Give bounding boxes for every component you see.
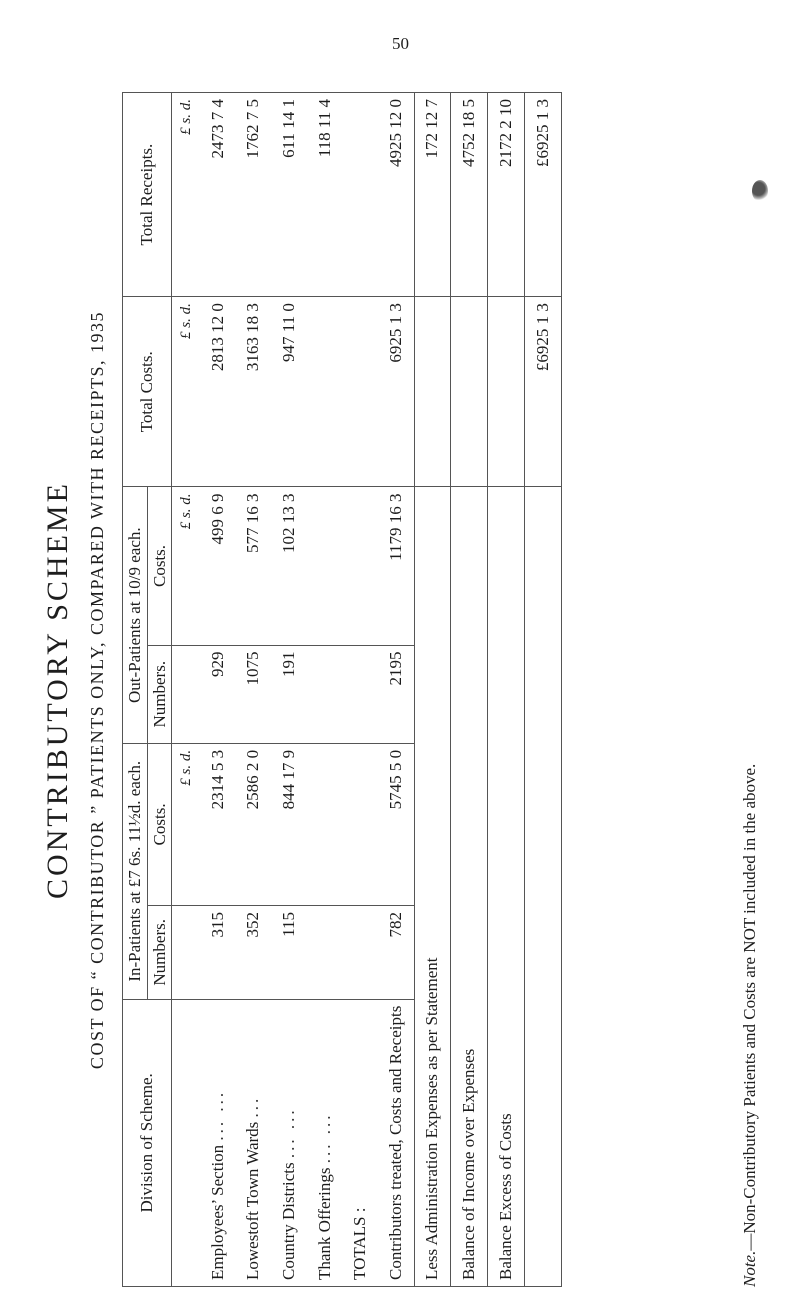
total-costs-header: Total Costs.: [123, 297, 172, 487]
out-costs-cell: 499 6 9: [200, 487, 236, 645]
leader-dots: ...: [243, 1095, 263, 1118]
table-row: [271, 93, 307, 1287]
in-numbers-header: Numbers.: [147, 905, 172, 999]
adjustment-amount: 172 12 7: [414, 93, 451, 297]
division-label: Employees’ Section: [207, 1144, 227, 1280]
totals-in-numbers: 782: [378, 905, 414, 999]
totals-label-row: [342, 93, 378, 1287]
out-costs-header: Costs.: [147, 487, 172, 645]
leader-dots: ... ...: [279, 1107, 299, 1159]
table-row: [307, 93, 343, 1287]
totals-division: Contributors treated, Costs and Receipts: [378, 999, 414, 1286]
in-costs-cell: 2586 2 0: [236, 743, 272, 905]
out-costs-cell: 577 16 3: [236, 487, 272, 645]
totals-label: TOTALS :: [342, 999, 378, 1286]
total-receipts-cell: 2473 7 4: [200, 93, 236, 297]
in-numbers-cell: 352: [236, 905, 272, 999]
division-label: Lowestoft Town Wards: [243, 1121, 263, 1280]
division-label: Country Districts: [279, 1162, 299, 1280]
total-costs-cell: 2813 12 0: [200, 297, 236, 487]
rotated-table-sheet: [40, 75, 800, 1305]
page-title: CONTRIBUTORY SCHEME: [41, 481, 74, 899]
units-row: [172, 93, 201, 1287]
adjustment-row: [414, 93, 451, 1287]
total-costs-cell: 3163 18 3: [236, 297, 272, 487]
adjustment-row: [451, 93, 488, 1287]
division-label: Thank Offerings: [314, 1167, 334, 1280]
note-label: Note.: [740, 1250, 759, 1287]
out-numbers-cell: 1075: [236, 645, 272, 743]
out-numbers-header: Numbers.: [147, 645, 172, 743]
totals-in-costs: 5745 5 0: [378, 743, 414, 905]
adjustment-label: Less Administration Expenses as per Statement: [414, 487, 451, 1287]
division-header: Division of Scheme.: [123, 999, 172, 1286]
page-subtitle: COST OF “ CONTRIBUTOR ” PATIENTS ONLY, COMPARED WITH RECEIPTS, 1935: [87, 310, 107, 1070]
total-costs-cell: 947 11 0: [271, 297, 307, 487]
totals-out-numbers: 2195: [378, 645, 414, 743]
table-row: [200, 93, 236, 1287]
out-numbers-cell: 191: [271, 645, 307, 743]
table-row: [236, 93, 272, 1287]
totals-total-receipts: 4925 12 0: [378, 93, 414, 297]
out-costs-cell: 102 13 3: [271, 487, 307, 645]
adjustment-amount: 4752 18 5: [451, 93, 488, 297]
adjustment-label: Balance of Income over Expenses: [451, 487, 488, 1287]
total-receipts-cell: 118 11 4: [307, 93, 343, 297]
in-patients-header: In-Patients at £7 6s. 11½d. each.: [123, 743, 148, 999]
note-text: —Non-Contributory Patients and Costs are NOT included in the above.: [740, 763, 759, 1251]
in-numbers-cell: 315: [200, 905, 236, 999]
in-numbers-cell: 115: [271, 905, 307, 999]
page-number: 50: [392, 34, 409, 53]
ink-blot-icon: [752, 180, 768, 202]
cost-table: [122, 92, 562, 1287]
leader-dots: ... ...: [207, 1089, 227, 1141]
footnote: [740, 92, 760, 1287]
grand-total-receipts: £6925 1 3: [525, 93, 562, 297]
adjustment-row: [488, 93, 525, 1287]
totals-total-costs: 6925 1 3: [378, 297, 414, 487]
grand-total-costs: £6925 1 3: [525, 297, 562, 487]
out-numbers-cell: 929: [200, 645, 236, 743]
in-costs-cell: 2314 5 3: [200, 743, 236, 905]
units-label: £ s. d.: [172, 93, 201, 297]
totals-out-costs: 1179 16 3: [378, 487, 414, 645]
units-label: £ s. d.: [172, 297, 201, 487]
units-label: £ s. d.: [172, 743, 201, 905]
totals-row: [378, 93, 414, 1287]
in-costs-cell: 844 17 9: [271, 743, 307, 905]
out-patients-header: Out-Patients at 10/9 each.: [123, 487, 148, 743]
in-costs-header: Costs.: [147, 743, 172, 905]
adjustment-amount: 2172 2 10: [488, 93, 525, 297]
total-receipts-cell: 1762 7 5: [236, 93, 272, 297]
total-receipts-header: Total Receipts.: [123, 93, 172, 297]
units-label: £ s. d.: [172, 487, 201, 645]
grand-total-row: [525, 93, 562, 1287]
leader-dots: ... ...: [314, 1112, 334, 1164]
adjustment-label: Balance Excess of Costs: [488, 487, 525, 1287]
total-receipts-cell: 611 14 1: [271, 93, 307, 297]
